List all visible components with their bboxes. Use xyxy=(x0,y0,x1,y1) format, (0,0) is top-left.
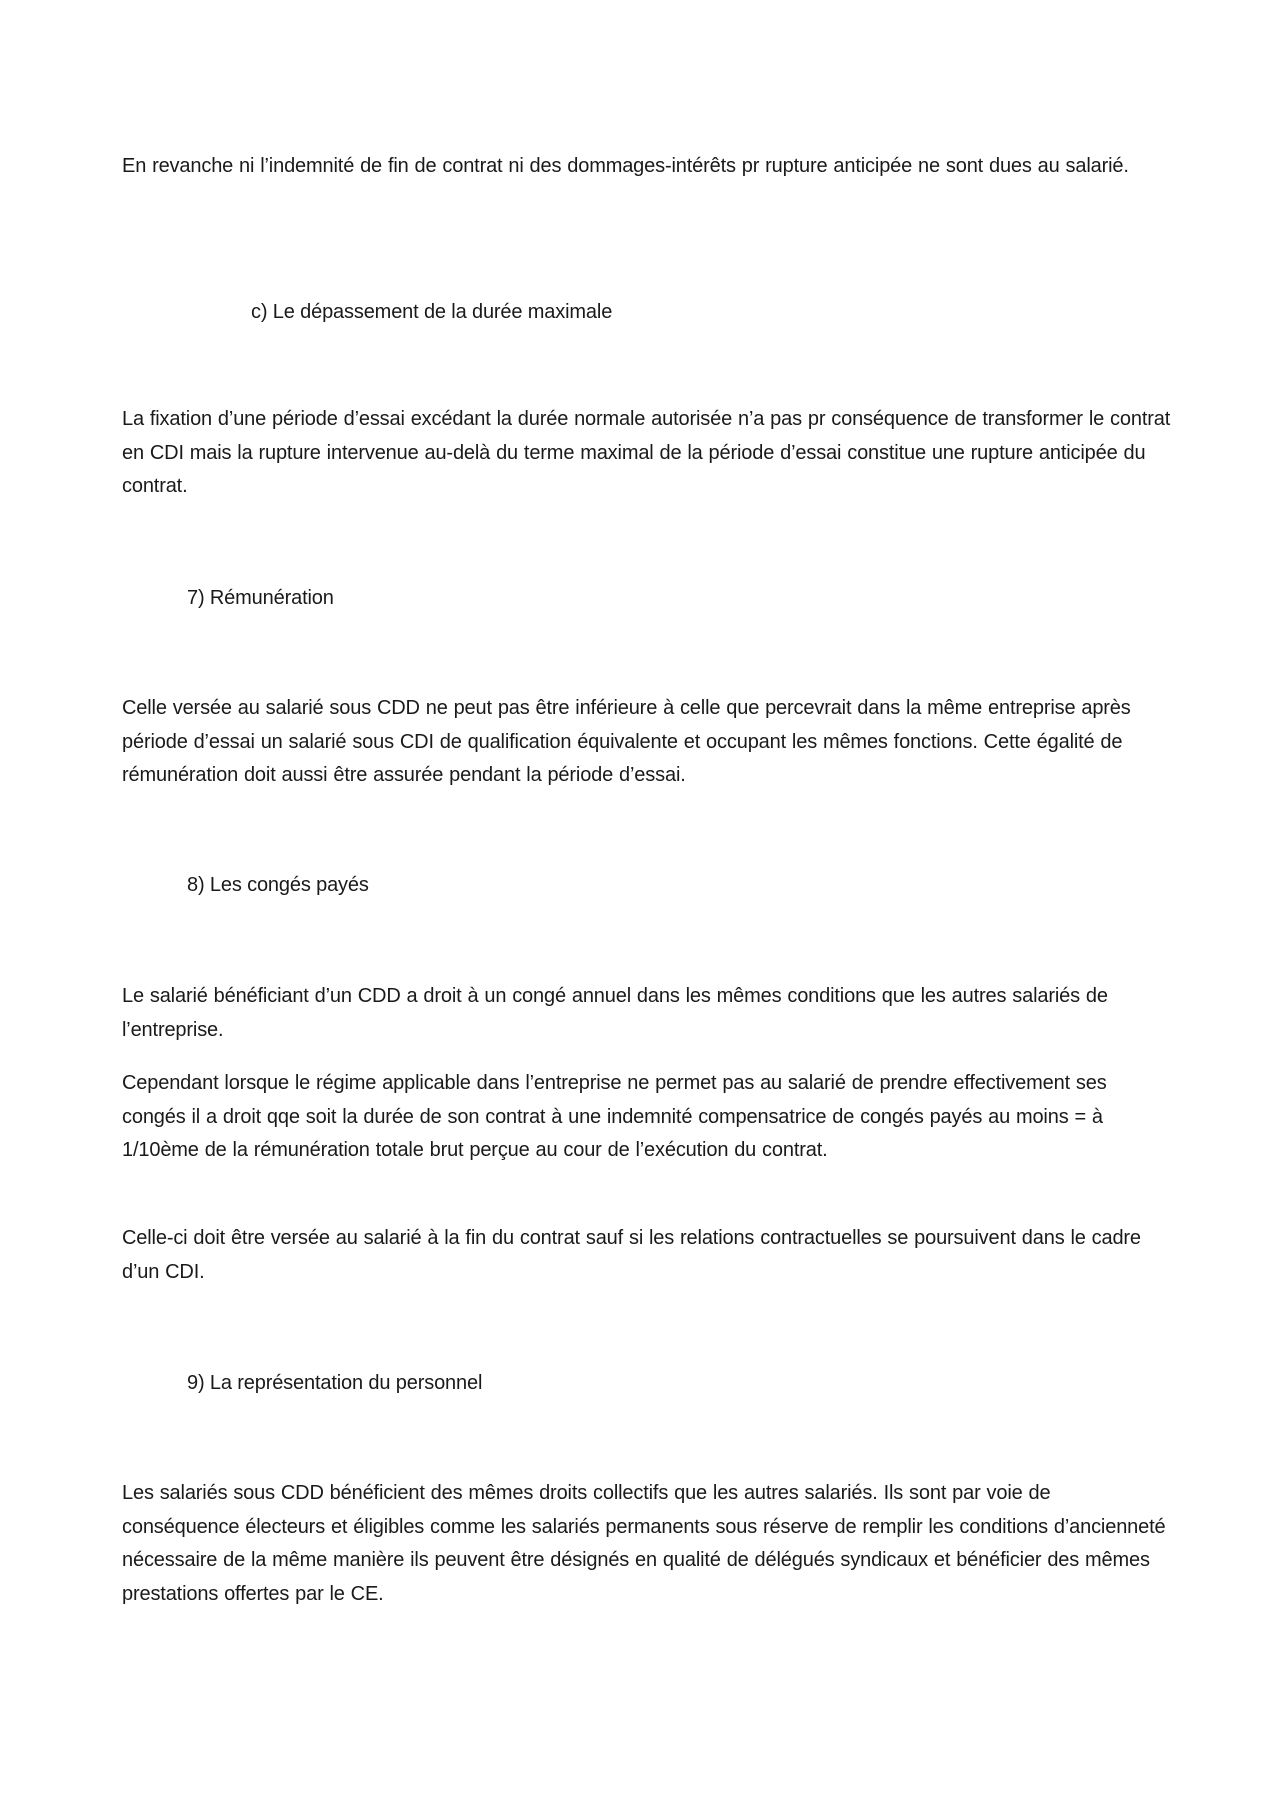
paragraph-depassement: La fixation d’une période d’essai excédant la durée normale autorisée n’a pas pr conséquence de transformer le contrat en CDI mais la rupture intervenue au-delà du terme maximal de la période d’essai constitue une rupture anticipée du contrat. xyxy=(122,408,1171,497)
paragraph-remuneration: Celle versée au salarié sous CDD ne peut pas être inférieure à celle que percevrait dans la même entreprise après période d’essai un salarié sous CDI de qualification équivalente et occupant les mêmes fonctions. Cette égalité de rémunération doit aussi être assurée pendant la période d’essai. xyxy=(122,697,1131,786)
heading-c-depassement: c) Le dépassement de la durée maximale xyxy=(251,301,613,323)
paragraph-conges-2: Cependant lorsque le régime applicable dans l’entreprise ne permet pas au salarié de prendre effectivement ses congés il a droit qqe soit la durée de son contrat à une indemnité compensatrice de congés payés au moins = à 1/10ème de la rémunération totale brut perçue au cour de l’exécution du contrat. xyxy=(122,1072,1107,1161)
paragraph-conges-3: Celle-ci doit être versée au salarié à la fin du contrat sauf si les relations contractuelles se poursuivent dans le cadre d’un CDI. xyxy=(122,1227,1141,1283)
heading-7-remuneration: 7) Rémunération xyxy=(187,587,334,609)
paragraph-intro: En revanche ni l’indemnité de fin de contrat ni des dommages-intérêts pr rupture anticipée ne sont dues au salarié. xyxy=(122,155,1129,177)
paragraph-conges-1: Le salarié bénéficiant d’un CDD a droit à un congé annuel dans les mêmes conditions que les autres salariés de l’entreprise. xyxy=(122,985,1108,1041)
paragraph-representation: Les salariés sous CDD bénéficient des mêmes droits collectifs que les autres salariés. Ils sont par voie de conséquence électeurs et éligibles comme les salariés permanents sous réserve de remplir les conditions d’ancienneté nécessaire de la même manière ils peuvent être désignés en qualité de délégués syndicaux et bénéficier des mêmes prestations offertes par le CE. xyxy=(122,1482,1166,1605)
heading-9-representation: 9) La représentation du personnel xyxy=(187,1372,483,1394)
heading-8-conges: 8) Les congés payés xyxy=(187,874,369,896)
